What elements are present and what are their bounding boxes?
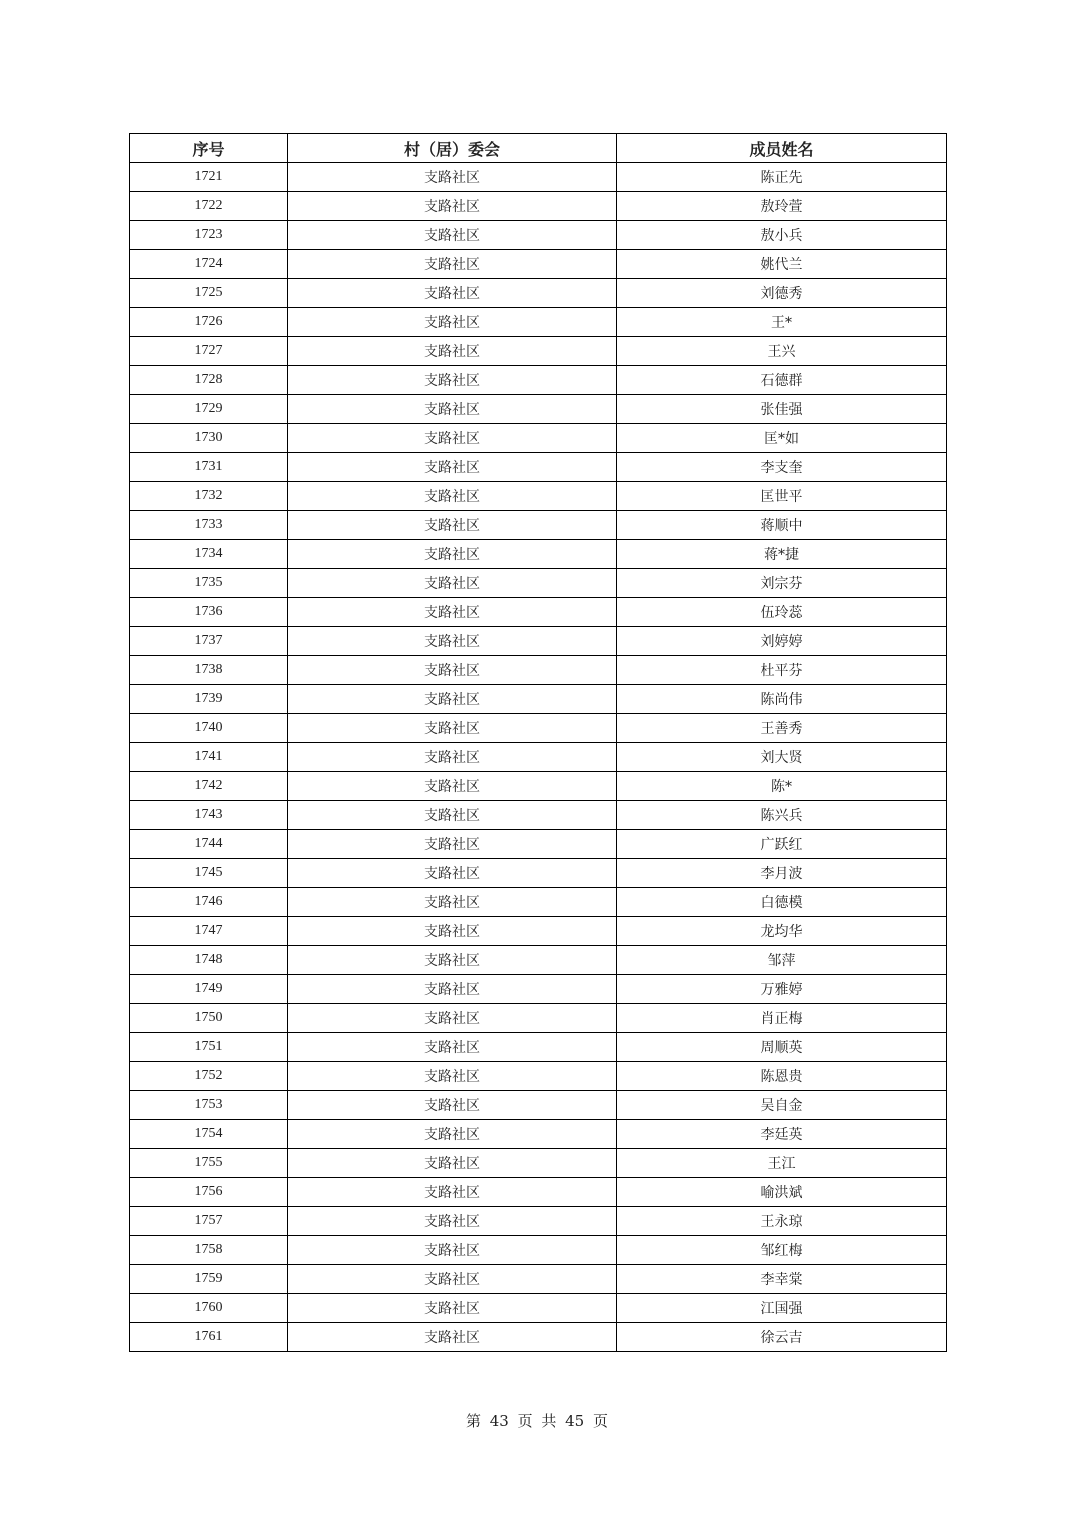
cell-serial: 1727: [130, 337, 288, 366]
table-row: [130, 366, 947, 395]
cell-committee: 支路社区: [288, 888, 617, 917]
table-row: [130, 1033, 947, 1062]
cell-member-name: 周顺英: [617, 1033, 947, 1062]
cell-serial: 1723: [130, 221, 288, 250]
table-row: [130, 888, 947, 917]
cell-committee: 支路社区: [288, 250, 617, 279]
cell-serial: 1728: [130, 366, 288, 395]
cell-serial: 1746: [130, 888, 288, 917]
cell-serial: 1751: [130, 1033, 288, 1062]
cell-serial: 1756: [130, 1178, 288, 1207]
cell-member-name: 邹萍: [617, 946, 947, 975]
table-row: [130, 946, 947, 975]
table-header-row: [130, 134, 947, 163]
cell-serial: 1744: [130, 830, 288, 859]
cell-member-name: 蒋*捷: [617, 540, 947, 569]
table-row: [130, 453, 947, 482]
cell-serial: 1733: [130, 511, 288, 540]
table-body: [130, 163, 947, 1352]
cell-committee: 支路社区: [288, 946, 617, 975]
cell-member-name: 敖小兵: [617, 221, 947, 250]
cell-member-name: 广跃红: [617, 830, 947, 859]
cell-serial: 1742: [130, 772, 288, 801]
cell-committee: 支路社区: [288, 714, 617, 743]
cell-committee: 支路社区: [288, 627, 617, 656]
cell-serial: 1752: [130, 1062, 288, 1091]
table-row: [130, 250, 947, 279]
cell-member-name: 刘宗芬: [617, 569, 947, 598]
cell-committee: 支路社区: [288, 917, 617, 946]
page-footer: 第 43 页 共 45 页: [465, 1412, 608, 1430]
cell-committee: 支路社区: [288, 424, 617, 453]
cell-member-name: 陈兴兵: [617, 801, 947, 830]
cell-member-name: 龙均华: [617, 917, 947, 946]
table-row: [130, 975, 947, 1004]
table-row: [130, 279, 947, 308]
cell-committee: 支路社区: [288, 221, 617, 250]
cell-serial: 1753: [130, 1091, 288, 1120]
cell-committee: 支路社区: [288, 337, 617, 366]
cell-committee: 支路社区: [288, 859, 617, 888]
table-row: [130, 395, 947, 424]
table-row: [130, 801, 947, 830]
cell-committee: 支路社区: [288, 685, 617, 714]
cell-serial: 1757: [130, 1207, 288, 1236]
cell-serial: 1737: [130, 627, 288, 656]
table-row: [130, 511, 947, 540]
cell-committee: 支路社区: [288, 511, 617, 540]
cell-member-name: 陈尚伟: [617, 685, 947, 714]
table-row: [130, 598, 947, 627]
table-row: [130, 1323, 947, 1352]
cell-member-name: 徐云吉: [617, 1323, 947, 1352]
table-row: [130, 337, 947, 366]
cell-member-name: 刘大贤: [617, 743, 947, 772]
cell-member-name: 万雅婷: [617, 975, 947, 1004]
table-row: [130, 1004, 947, 1033]
cell-committee: 支路社区: [288, 1149, 617, 1178]
cell-member-name: 刘德秀: [617, 279, 947, 308]
cell-member-name: 白德模: [617, 888, 947, 917]
cell-committee: 支路社区: [288, 743, 617, 772]
cell-committee: 支路社区: [288, 1062, 617, 1091]
cell-committee: 支路社区: [288, 569, 617, 598]
table-row: [130, 1294, 947, 1323]
cell-serial: 1745: [130, 859, 288, 888]
cell-committee: 支路社区: [288, 1033, 617, 1062]
table-row: [130, 917, 947, 946]
cell-serial: 1721: [130, 163, 288, 192]
cell-member-name: 姚代兰: [617, 250, 947, 279]
cell-serial: 1725: [130, 279, 288, 308]
cell-serial: 1760: [130, 1294, 288, 1323]
cell-committee: 支路社区: [288, 395, 617, 424]
cell-committee: 支路社区: [288, 1120, 617, 1149]
cell-member-name: 伍玲蕊: [617, 598, 947, 627]
cell-member-name: 李幸棠: [617, 1265, 947, 1294]
cell-committee: 支路社区: [288, 1091, 617, 1120]
cell-member-name: 王永琼: [617, 1207, 947, 1236]
cell-serial: 1732: [130, 482, 288, 511]
cell-committee: 支路社区: [288, 163, 617, 192]
member-table: [129, 133, 947, 1352]
cell-member-name: 王江: [617, 1149, 947, 1178]
cell-serial: 1738: [130, 656, 288, 685]
cell-member-name: 敖玲萱: [617, 192, 947, 221]
cell-member-name: 邹红梅: [617, 1236, 947, 1265]
cell-serial: 1754: [130, 1120, 288, 1149]
cell-serial: 1747: [130, 917, 288, 946]
cell-serial: 1743: [130, 801, 288, 830]
cell-serial: 1741: [130, 743, 288, 772]
cell-committee: 支路社区: [288, 192, 617, 221]
table-row: [130, 308, 947, 337]
cell-committee: 支路社区: [288, 1236, 617, 1265]
cell-member-name: 王*: [617, 308, 947, 337]
table-row: [130, 1207, 947, 1236]
cell-committee: 支路社区: [288, 366, 617, 395]
table-row: [130, 859, 947, 888]
cell-serial: 1729: [130, 395, 288, 424]
table-row: [130, 1265, 947, 1294]
table-row: [130, 1236, 947, 1265]
cell-committee: 支路社区: [288, 1004, 617, 1033]
cell-serial: 1748: [130, 946, 288, 975]
cell-committee: 支路社区: [288, 975, 617, 1004]
cell-member-name: 李廷英: [617, 1120, 947, 1149]
cell-member-name: 杜平芬: [617, 656, 947, 685]
header-member-name: 成员姓名: [617, 134, 947, 163]
cell-committee: 支路社区: [288, 308, 617, 337]
cell-committee: 支路社区: [288, 801, 617, 830]
table-row: [130, 772, 947, 801]
table-row: [130, 482, 947, 511]
cell-serial: 1731: [130, 453, 288, 482]
cell-serial: 1730: [130, 424, 288, 453]
cell-serial: 1722: [130, 192, 288, 221]
cell-committee: 支路社区: [288, 1265, 617, 1294]
cell-serial: 1726: [130, 308, 288, 337]
cell-serial: 1724: [130, 250, 288, 279]
cell-committee: 支路社区: [288, 279, 617, 308]
cell-member-name: 李月波: [617, 859, 947, 888]
cell-member-name: 王善秀: [617, 714, 947, 743]
table-row: [130, 656, 947, 685]
cell-member-name: 张佳强: [617, 395, 947, 424]
cell-committee: 支路社区: [288, 482, 617, 511]
table-row: [130, 1062, 947, 1091]
cell-member-name: 李支奎: [617, 453, 947, 482]
cell-member-name: 刘婷婷: [617, 627, 947, 656]
cell-member-name: 匡*如: [617, 424, 947, 453]
table-row: [130, 743, 947, 772]
table-row: [130, 1091, 947, 1120]
table-row: [130, 1178, 947, 1207]
cell-serial: 1761: [130, 1323, 288, 1352]
header-committee: 村（居）委会: [288, 134, 617, 163]
cell-member-name: 陈恩贵: [617, 1062, 947, 1091]
header-serial: 序号: [130, 134, 288, 163]
cell-member-name: 喻洪斌: [617, 1178, 947, 1207]
table-row: [130, 221, 947, 250]
cell-member-name: 匡世平: [617, 482, 947, 511]
table-row: [130, 540, 947, 569]
cell-committee: 支路社区: [288, 540, 617, 569]
cell-serial: 1759: [130, 1265, 288, 1294]
cell-serial: 1755: [130, 1149, 288, 1178]
cell-serial: 1758: [130, 1236, 288, 1265]
cell-serial: 1750: [130, 1004, 288, 1033]
table-row: [130, 192, 947, 221]
cell-committee: 支路社区: [288, 656, 617, 685]
cell-committee: 支路社区: [288, 1323, 617, 1352]
cell-serial: 1734: [130, 540, 288, 569]
table-row: [130, 830, 947, 859]
cell-member-name: 江国强: [617, 1294, 947, 1323]
table-row: [130, 569, 947, 598]
cell-committee: 支路社区: [288, 830, 617, 859]
cell-member-name: 陈*: [617, 772, 947, 801]
cell-committee: 支路社区: [288, 772, 617, 801]
cell-committee: 支路社区: [288, 453, 617, 482]
cell-committee: 支路社区: [288, 1178, 617, 1207]
cell-committee: 支路社区: [288, 598, 617, 627]
table-row: [130, 1120, 947, 1149]
cell-serial: 1740: [130, 714, 288, 743]
cell-member-name: 吴自金: [617, 1091, 947, 1120]
table-row: [130, 714, 947, 743]
cell-member-name: 肖正梅: [617, 1004, 947, 1033]
cell-serial: 1739: [130, 685, 288, 714]
cell-serial: 1736: [130, 598, 288, 627]
table-row: [130, 627, 947, 656]
cell-committee: 支路社区: [288, 1207, 617, 1236]
cell-serial: 1749: [130, 975, 288, 1004]
cell-serial: 1735: [130, 569, 288, 598]
cell-member-name: 王兴: [617, 337, 947, 366]
table-row: [130, 1149, 947, 1178]
table-row: [130, 685, 947, 714]
cell-member-name: 蒋顺中: [617, 511, 947, 540]
cell-member-name: 陈正先: [617, 163, 947, 192]
table-row: [130, 424, 947, 453]
cell-member-name: 石德群: [617, 366, 947, 395]
table-row: [130, 163, 947, 192]
cell-committee: 支路社区: [288, 1294, 617, 1323]
